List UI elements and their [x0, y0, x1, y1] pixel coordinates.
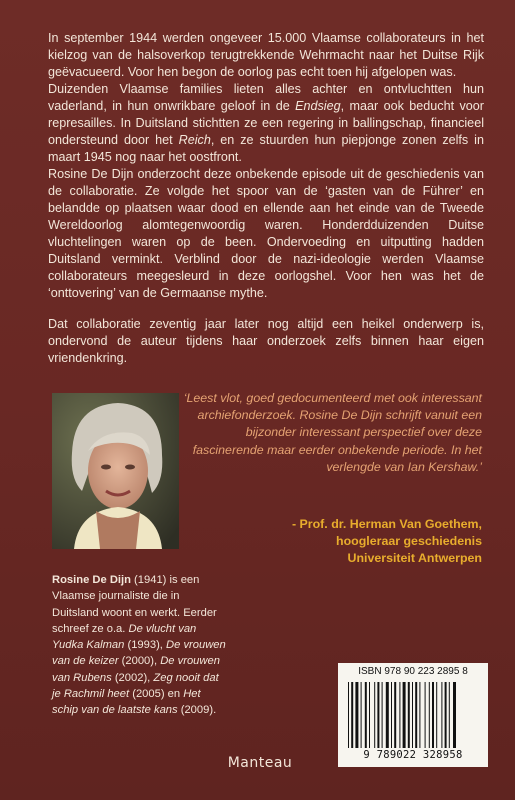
- barcode-label: [338, 663, 488, 767]
- book-title: Zeg nooit dat je Rachmil heet: [52, 671, 219, 701]
- blurb-paragraph-1: In september 1944 werden ongeveer 15.000 Vlaamse collaborateurs in het kielzog van de halsoverkop terugtrekkende Wehrmacht naar het Duitse Rijk geëvacueerd. Voor hen begon de oorlog pas echt toen hij afgelopen was.: [48, 31, 484, 79]
- book-title: De vrouwen van Rubens: [52, 655, 220, 684]
- blurb-paragraph-4: Dat collaboratie zeventig jaar later nog altijd een heikel onderwerp is, ondervond de auteur tijdens haar onderzoek zelfs binnen haar eigen vriendenkring.: [48, 317, 484, 365]
- isbn-text: ISBN 978 90 223 2895 8: [358, 666, 468, 677]
- blurb-text: [48, 30, 484, 367]
- book-title: De vrouwen van de keizer: [52, 639, 226, 668]
- publisher-logo: Manteau: [227, 755, 293, 771]
- author-name: Rosine De Dijn: [52, 574, 131, 586]
- book-title: De vlucht van Yudka Kalman: [52, 622, 197, 652]
- barcode-number: 9 789022 328958: [363, 749, 463, 761]
- book-title: Het schip van de laatste kans: [52, 688, 201, 717]
- author-photo: [52, 393, 179, 549]
- quote-attribution: - Prof. dr. Herman Van Goethem, hoogleraar geschiedenis Universiteit Antwerpen: [291, 517, 482, 566]
- blurb-paragraph-3: Rosine De Dijn onderzocht deze onbekende episode uit de geschiedenis van de collaboratie. Ze volgde het spoor van de ‘gasten van de Führer’ en belandde op plaatsen waar dood en ellende aan het einde van de Tweede Wereldoorlog alomtegenwoordig waren. Honderdduizenden Duitse vluchtelingen waren op de been. Ondervoeding en uitputting hadden Duitsland verminkt. Verblind door de nazi-ideologie werden Vlaamse collaborateurs meegesleurd in deze oorlogshel. Voor hen was het de ‘onttovering’ van de Germaanse mythe.: [48, 167, 484, 300]
- blurb-paragraph-2: Duizenden Vlaamse families lieten alles achter en ontvluchtten hun vaderland, in hun onwrikbare geloof in de Endsieg, maar ook beducht voor represailles. In Duitsland stichtten ze een regering in ballingschap, financieel ondersteund door het Reich, en ze stuurden hun piepjonge zonen zelfs in maart 1945 nog naar het oostfront.: [48, 82, 484, 164]
- barcode: [346, 682, 480, 748]
- review-quote: ‘Leest vlot, goed gedocumenteerd met ook interessant archiefonderzoek. Rosine De Dijn schrijft vanuit een bijzonder interessant perspectief over deze fascinerende maar eerder onbekende periode. In het verlengde van Ian Kershaw.’: [183, 391, 482, 474]
- author-bio: Rosine De Dijn (1941) is een Vlaamse journaliste die in Duitsland woont en werkt. Eerder schreef ze o.a. De vlucht van Yudka Kalman (1993), De vrouwen van de keizer (2000), De vrouwen van Rubens (2002), Zeg nooit dat je Rachmil heet (2005) en Het schip van de laatste kans (2009).: [52, 574, 226, 717]
